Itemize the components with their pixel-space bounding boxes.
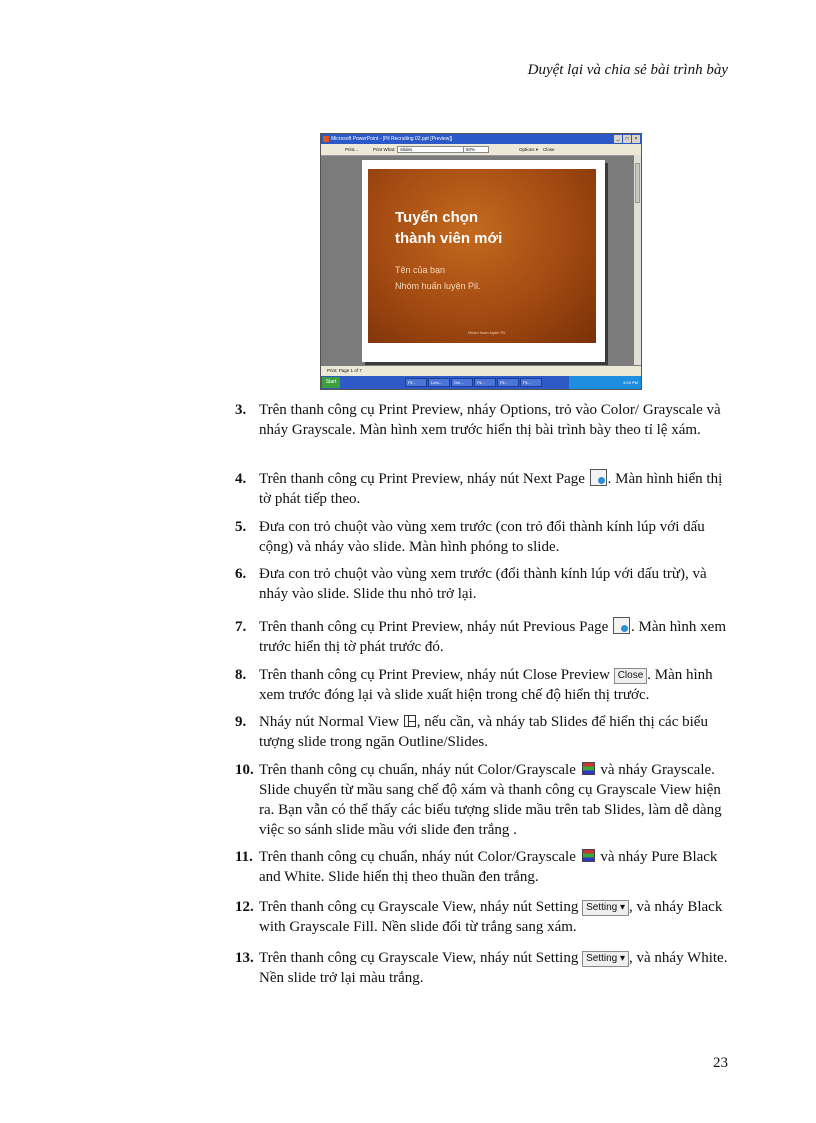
step-number: 8.	[235, 667, 247, 683]
start-button[interactable]: Start	[322, 377, 340, 388]
powerpoint-icon	[323, 136, 329, 142]
setting-button-icon: Setting ▾	[582, 900, 629, 916]
taskbar-item[interactable]: Pil...	[405, 378, 427, 387]
vertical-scrollbar[interactable]	[634, 155, 641, 365]
slide-subtitle-line2: Nhóm huấn luyện Pil.	[395, 281, 481, 291]
slide-title-line1: Tuyển chọn	[395, 209, 479, 226]
step-text: . Màn hình xem trước hiển thị tờ phát trước đó.	[259, 619, 727, 655]
next-page-icon	[590, 469, 607, 486]
step-8	[235, 665, 735, 705]
step-number: 12.	[235, 899, 254, 915]
normal-view-icon	[404, 715, 416, 727]
close-preview-button[interactable]: Close	[543, 147, 555, 152]
step-text: . Màn hình hiển thị tờ phát tiếp theo.	[259, 471, 723, 507]
step-text: và nháy Pure Black and White. Slide hiển thị theo thuần đen trắng.	[259, 849, 718, 885]
slide-subtitle-line1: Tên của bạn	[395, 265, 446, 275]
step-13	[235, 948, 735, 988]
taskbar-item[interactable]: Gni...	[451, 378, 473, 387]
step-text: Nháy nút Normal View	[259, 714, 400, 730]
step-text: Đưa con trỏ chuột vào vùng xem trước (đổi thành kính lúp với dấu trừ), và nháy vào slide. Slide thu nhỏ trở lại.	[259, 566, 707, 602]
step-text: Trên thanh công cụ Print Preview, nháy Options, trỏ vào Color/ Grayscale và nháy Grayscale. Màn hình xem trước hiển thị bài trình bày theo tỉ lệ xám.	[259, 402, 721, 438]
step-12	[235, 897, 735, 937]
running-header: Duyệt lại và chia sẻ bài trình bày	[527, 62, 728, 78]
step-text: , và nháy Black with Grayscale Fill. Nền slide đổi từ trắng sang xám.	[259, 899, 723, 935]
page-number: 23	[713, 1055, 728, 1071]
color-grayscale-icon	[582, 762, 595, 775]
step-9	[235, 712, 735, 752]
step-number: 3.	[235, 402, 247, 418]
step-text: Trên thanh công cụ Print Preview, nháy nút Close Preview	[259, 667, 610, 683]
taskbar-item[interactable]: Pil...	[520, 378, 542, 387]
step-text: Trên thanh công cụ chuẩn, nháy nút Color/Grayscale	[259, 849, 576, 865]
step-number: 6.	[235, 566, 247, 582]
step-number: 10.	[235, 762, 254, 778]
step-number: 4.	[235, 471, 247, 487]
status-bar: Print: Page 1 of 7	[321, 366, 641, 376]
slide-title-line2: thành viên mới	[395, 230, 503, 247]
step-text: , nếu cần, và nháy tab Slides để hiển thị các biểu tượng slide trong ngăn Outline/Slides.	[259, 714, 708, 750]
step-4	[235, 469, 735, 509]
system-tray-clock: 3:03 PM	[569, 376, 641, 389]
step-text: Trên thanh công cụ Grayscale View, nháy nút Setting	[259, 899, 579, 915]
step-6	[235, 564, 735, 604]
setting-button-icon: Setting ▾	[582, 951, 629, 967]
step-number: 11.	[235, 849, 253, 865]
options-button[interactable]: Options ▾	[519, 147, 539, 152]
step-number: 13.	[235, 950, 254, 966]
step-text: . Màn hình xem trước đóng lại và slide xuất hiện trong chế độ hiển thị trước.	[259, 667, 713, 703]
color-grayscale-icon	[582, 849, 595, 862]
maximize-icon[interactable]: □	[623, 135, 631, 143]
window-titlebar	[321, 134, 641, 144]
close-preview-icon: Close	[614, 668, 648, 684]
step-11	[235, 847, 735, 887]
preview-page[interactable]	[362, 160, 605, 362]
step-text: và nháy Grayscale. Slide chuyển từ mầu sang chế độ xám và thanh công cụ Grayscale View hiện ra. Bạn vẫn có thể thấy các biểu tượng slide mầu trên tab Slides, làm dễ dàng việc so sánh slide mầu với slide đen trắng .	[259, 762, 722, 838]
step-7	[235, 617, 735, 657]
print-preview-screenshot	[320, 133, 642, 390]
step-3	[235, 400, 735, 440]
step-text: , và nháy White. Nền slide trở lại màu trắng.	[259, 950, 728, 986]
step-number: 9.	[235, 714, 247, 730]
step-text: Trên thanh công cụ Print Preview, nháy nút Next Page	[259, 471, 585, 487]
close-icon[interactable]: ×	[632, 135, 640, 143]
taskbar	[321, 376, 641, 389]
minimize-icon[interactable]: _	[614, 135, 622, 143]
step-number: 7.	[235, 619, 247, 635]
previous-page-icon	[613, 617, 630, 634]
taskbar-item[interactable]: Pil...	[497, 378, 519, 387]
slide-footer: Nhóm huấn luyện Pil.	[468, 330, 507, 335]
print-button[interactable]: Print...	[345, 147, 359, 152]
print-what-label: Print What:	[373, 147, 396, 152]
step-text: Trên thanh công cụ Grayscale View, nháy nút Setting	[259, 950, 579, 966]
taskbar-item[interactable]: Lom...	[428, 378, 450, 387]
step-text: Trên thanh công cụ Print Preview, nháy nút Previous Page	[259, 619, 609, 635]
print-what-value: Slides	[400, 147, 413, 152]
step-text: Đưa con trỏ chuột vào vùng xem trước (con trỏ đổi thành kính lúp với dấu cộng) và nháy vào slide. Màn hình phóng to slide.	[259, 519, 705, 555]
scrollbar-thumb[interactable]	[635, 163, 640, 203]
window-title: Microsoft PowerPoint - [Pil Recruiting 02.ppt [Preview]]	[331, 136, 453, 142]
slide-preview	[368, 169, 596, 343]
taskbar-item[interactable]: Pil...	[474, 378, 496, 387]
zoom-value: 50%	[466, 147, 476, 152]
step-text: Trên thanh công cụ chuẩn, nháy nút Color/Grayscale	[259, 762, 576, 778]
print-preview-toolbar	[321, 144, 641, 156]
step-10	[235, 760, 735, 840]
step-number: 5.	[235, 519, 247, 535]
step-5	[235, 517, 735, 557]
